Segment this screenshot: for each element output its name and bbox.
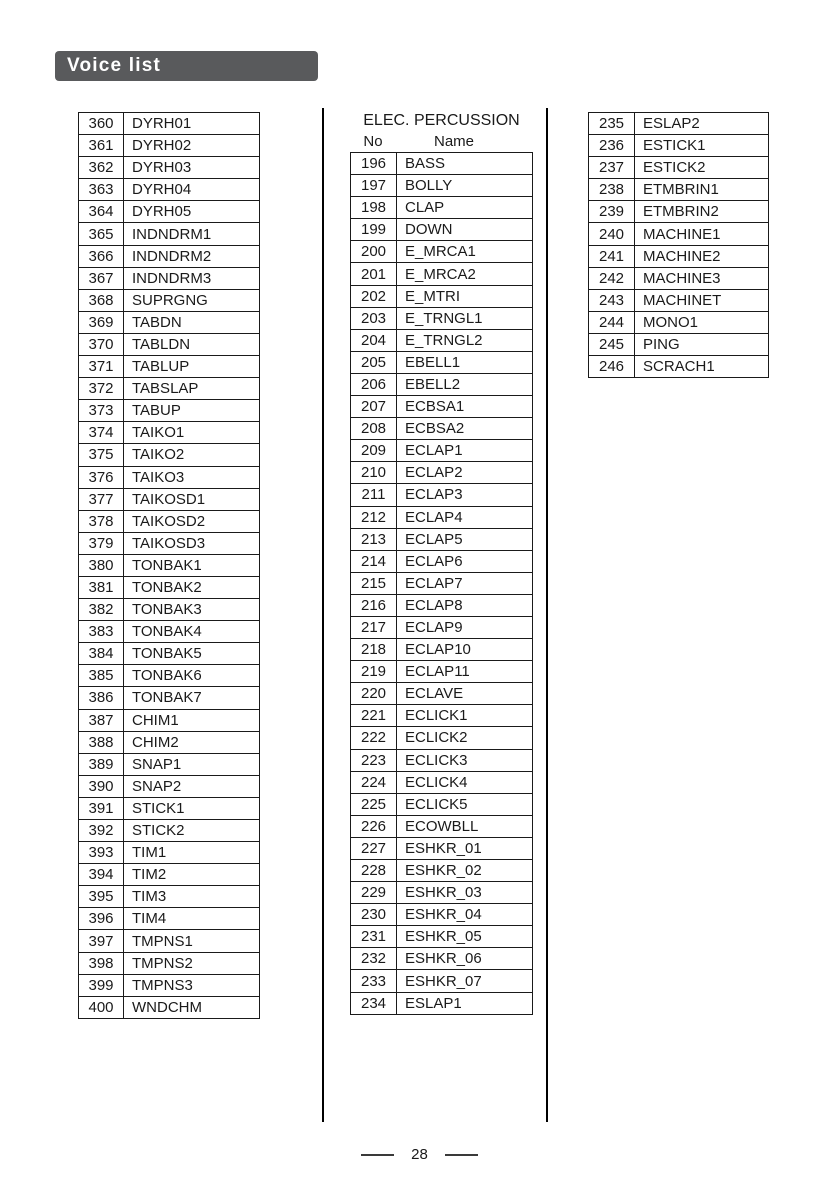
voice-number: 386 <box>79 687 124 709</box>
voice-number: 365 <box>79 223 124 245</box>
table-row <box>79 135 260 157</box>
table-row <box>351 440 533 462</box>
table-row <box>351 661 533 683</box>
table-row <box>351 351 533 373</box>
voice-number: 373 <box>79 400 124 422</box>
voice-number: 206 <box>351 373 397 395</box>
table-row <box>79 621 260 643</box>
voice-name: ESLAP1 <box>397 992 533 1014</box>
voice-number: 369 <box>79 311 124 333</box>
table-row <box>351 528 533 550</box>
voice-name: STICK1 <box>124 797 260 819</box>
table-row <box>589 157 769 179</box>
voice-number: 377 <box>79 488 124 510</box>
column-headers <box>350 131 533 152</box>
voice-name: DOWN <box>397 219 533 241</box>
voice-name: ESHKR_04 <box>397 904 533 926</box>
voice-number: 378 <box>79 510 124 532</box>
voice-name: INDNDRM1 <box>124 223 260 245</box>
voice-number: 201 <box>351 263 397 285</box>
voice-number: 209 <box>351 440 397 462</box>
voice-table-left <box>78 112 260 1019</box>
table-row <box>79 554 260 576</box>
voice-name: ECLAP7 <box>397 572 533 594</box>
column-divider-left <box>322 108 324 1122</box>
voice-name: BOLLY <box>397 175 533 197</box>
voice-name: ECLAP8 <box>397 594 533 616</box>
table-row <box>351 705 533 727</box>
voice-name: ECLAP9 <box>397 616 533 638</box>
table-row <box>79 709 260 731</box>
table-row <box>351 793 533 815</box>
table-row <box>589 135 769 157</box>
voice-name: TABDN <box>124 311 260 333</box>
voice-name: EBELL1 <box>397 351 533 373</box>
voice-name: TABLDN <box>124 333 260 355</box>
voice-name: CLAP <box>397 197 533 219</box>
voice-number: 199 <box>351 219 397 241</box>
voice-name: ECLICK2 <box>397 727 533 749</box>
table-row <box>79 113 260 135</box>
voice-name: ESHKR_01 <box>397 837 533 859</box>
table-row <box>79 488 260 510</box>
voice-name: TABSLAP <box>124 378 260 400</box>
table-row <box>351 418 533 440</box>
table-row <box>79 797 260 819</box>
table-row <box>351 771 533 793</box>
voice-number: 238 <box>589 179 635 201</box>
voice-number: 222 <box>351 727 397 749</box>
voice-name: ECLAP2 <box>397 462 533 484</box>
voice-number: 239 <box>589 201 635 223</box>
voice-number: 400 <box>79 996 124 1018</box>
table-row <box>351 683 533 705</box>
voice-name: ECLICK1 <box>397 705 533 727</box>
voice-name: SCRACH1 <box>635 356 769 378</box>
voice-table-right-column <box>588 112 769 378</box>
voice-name: ESTICK2 <box>635 157 769 179</box>
voice-number: 367 <box>79 267 124 289</box>
table-row <box>79 179 260 201</box>
table-row <box>79 996 260 1018</box>
voice-number: 216 <box>351 594 397 616</box>
col-header-no: No <box>363 133 383 150</box>
voice-name: SNAP2 <box>124 775 260 797</box>
table-row <box>351 219 533 241</box>
table-row <box>79 400 260 422</box>
voice-number: 399 <box>79 974 124 996</box>
page-footer <box>0 1146 839 1164</box>
voice-name: MACHINE2 <box>635 245 769 267</box>
table-row <box>351 860 533 882</box>
table-row <box>351 462 533 484</box>
voice-number: 396 <box>79 908 124 930</box>
table-row <box>79 930 260 952</box>
voice-number: 221 <box>351 705 397 727</box>
voice-name: ECLAVE <box>397 683 533 705</box>
voice-number: 202 <box>351 285 397 307</box>
voice-number: 226 <box>351 815 397 837</box>
voice-number: 219 <box>351 661 397 683</box>
table-row <box>351 285 533 307</box>
voice-number: 228 <box>351 860 397 882</box>
voice-number: 230 <box>351 904 397 926</box>
voice-name: ETMBRIN2 <box>635 201 769 223</box>
voice-name: SUPRGNG <box>124 289 260 311</box>
voice-number: 366 <box>79 245 124 267</box>
voice-number: 381 <box>79 576 124 598</box>
voice-number: 368 <box>79 289 124 311</box>
voice-name: EBELL2 <box>397 373 533 395</box>
voice-name: E_MRCA2 <box>397 263 533 285</box>
voice-name: ESHKR_03 <box>397 882 533 904</box>
voice-number: 196 <box>351 153 397 175</box>
table-row <box>79 510 260 532</box>
voice-name: ECLICK4 <box>397 771 533 793</box>
voice-name: PING <box>635 333 769 355</box>
table-row <box>351 307 533 329</box>
table-row <box>351 815 533 837</box>
table-row <box>79 289 260 311</box>
table-row <box>351 882 533 904</box>
voice-name: DYRH01 <box>124 113 260 135</box>
voice-name: ECBSA1 <box>397 396 533 418</box>
table-row <box>351 594 533 616</box>
voice-name: TMPNS2 <box>124 952 260 974</box>
table-row <box>79 775 260 797</box>
voice-name: MONO1 <box>635 311 769 333</box>
voice-number: 387 <box>79 709 124 731</box>
voice-number: 227 <box>351 837 397 859</box>
table-row <box>589 179 769 201</box>
table-row <box>351 616 533 638</box>
voice-name: E_TRNGL2 <box>397 329 533 351</box>
table-row <box>351 970 533 992</box>
table-row <box>79 842 260 864</box>
voice-number: 204 <box>351 329 397 351</box>
table-row <box>79 311 260 333</box>
voice-number: 361 <box>79 135 124 157</box>
table-row <box>351 373 533 395</box>
voice-name: E_MTRI <box>397 285 533 307</box>
table-row <box>79 201 260 223</box>
voice-number: 398 <box>79 952 124 974</box>
voice-number: 389 <box>79 753 124 775</box>
voice-name: ETMBRIN1 <box>635 179 769 201</box>
table-row <box>351 550 533 572</box>
voice-number: 223 <box>351 749 397 771</box>
voice-name: CHIM2 <box>124 731 260 753</box>
voice-name: MACHINET <box>635 289 769 311</box>
voice-number: 235 <box>589 113 635 135</box>
voice-name: DYRH02 <box>124 135 260 157</box>
voice-number: 207 <box>351 396 397 418</box>
voice-number: 197 <box>351 175 397 197</box>
voice-name: TAIKOSD2 <box>124 510 260 532</box>
voice-number: 244 <box>589 311 635 333</box>
voice-name: ECLAP5 <box>397 528 533 550</box>
table-row <box>351 197 533 219</box>
table-row <box>79 333 260 355</box>
table-row <box>351 749 533 771</box>
table-row <box>589 267 769 289</box>
voice-number: 218 <box>351 639 397 661</box>
voice-name: INDNDRM3 <box>124 267 260 289</box>
voice-table-right <box>588 112 769 378</box>
voice-name: E_MRCA1 <box>397 241 533 263</box>
voice-name: TONBAK7 <box>124 687 260 709</box>
voice-name: ECLICK3 <box>397 749 533 771</box>
table-row <box>351 948 533 970</box>
voice-number: 391 <box>79 797 124 819</box>
voice-name: TAIKO1 <box>124 422 260 444</box>
voice-number: 217 <box>351 616 397 638</box>
table-row <box>351 329 533 351</box>
table-row <box>589 201 769 223</box>
voice-number: 379 <box>79 532 124 554</box>
voice-number: 383 <box>79 621 124 643</box>
table-row <box>79 687 260 709</box>
voice-number: 395 <box>79 886 124 908</box>
voice-name: TONBAK4 <box>124 621 260 643</box>
table-row <box>79 532 260 554</box>
voice-number: 198 <box>351 197 397 219</box>
voice-name: TAIKO2 <box>124 444 260 466</box>
voice-name: CHIM1 <box>124 709 260 731</box>
voice-name: TABUP <box>124 400 260 422</box>
voice-name: ECLAP1 <box>397 440 533 462</box>
voice-number: 214 <box>351 550 397 572</box>
voice-name: TONBAK5 <box>124 643 260 665</box>
voice-name: INDNDRM2 <box>124 245 260 267</box>
voice-number: 242 <box>589 267 635 289</box>
table-row <box>79 952 260 974</box>
voice-number: 213 <box>351 528 397 550</box>
voice-number: 241 <box>589 245 635 267</box>
voice-number: 390 <box>79 775 124 797</box>
column-divider-right <box>546 108 548 1122</box>
voice-number: 234 <box>351 992 397 1014</box>
voice-name: TIM2 <box>124 864 260 886</box>
voice-number: 364 <box>79 201 124 223</box>
voice-number: 233 <box>351 970 397 992</box>
table-row <box>79 356 260 378</box>
voice-name: TONBAK2 <box>124 576 260 598</box>
table-row <box>589 245 769 267</box>
voice-name: ESLAP2 <box>635 113 769 135</box>
voice-name: TONBAK3 <box>124 599 260 621</box>
table-row <box>351 484 533 506</box>
voice-number: 200 <box>351 241 397 263</box>
voice-name: ECLAP11 <box>397 661 533 683</box>
table-row <box>79 223 260 245</box>
table-row <box>351 904 533 926</box>
voice-number: 240 <box>589 223 635 245</box>
table-row <box>351 926 533 948</box>
voice-number: 237 <box>589 157 635 179</box>
table-row <box>79 731 260 753</box>
voice-number: 385 <box>79 665 124 687</box>
table-row <box>351 241 533 263</box>
voice-number: 245 <box>589 333 635 355</box>
voice-number: 220 <box>351 683 397 705</box>
table-row <box>79 444 260 466</box>
voice-number: 215 <box>351 572 397 594</box>
voice-name: ECBSA2 <box>397 418 533 440</box>
voice-name: TONBAK1 <box>124 554 260 576</box>
table-row <box>79 820 260 842</box>
table-row <box>79 245 260 267</box>
voice-name: TAIKOSD3 <box>124 532 260 554</box>
voice-number: 376 <box>79 466 124 488</box>
voice-number: 397 <box>79 930 124 952</box>
voice-number: 205 <box>351 351 397 373</box>
voice-name: ECLAP10 <box>397 639 533 661</box>
voice-number: 229 <box>351 882 397 904</box>
voice-name: ESHKR_02 <box>397 860 533 882</box>
voice-number: 371 <box>79 356 124 378</box>
voice-number: 203 <box>351 307 397 329</box>
voice-number: 210 <box>351 462 397 484</box>
table-row <box>79 974 260 996</box>
voice-number: 208 <box>351 418 397 440</box>
voice-name: MACHINE3 <box>635 267 769 289</box>
voice-number: 384 <box>79 643 124 665</box>
voice-name: TMPNS3 <box>124 974 260 996</box>
voice-name: TAIKOSD1 <box>124 488 260 510</box>
table-row <box>351 837 533 859</box>
voice-name: MACHINE1 <box>635 223 769 245</box>
voice-number: 360 <box>79 113 124 135</box>
table-row <box>589 113 769 135</box>
voice-name: TIM3 <box>124 886 260 908</box>
voice-name: TMPNS1 <box>124 930 260 952</box>
table-row <box>79 908 260 930</box>
voice-number: 232 <box>351 948 397 970</box>
table-row <box>79 753 260 775</box>
table-row <box>79 576 260 598</box>
voice-number: 246 <box>589 356 635 378</box>
table-row <box>79 643 260 665</box>
voice-name: TABLUP <box>124 356 260 378</box>
page-title: Voice list <box>67 55 162 76</box>
voice-name: TAIKO3 <box>124 466 260 488</box>
voice-name: SNAP1 <box>124 753 260 775</box>
table-row <box>351 727 533 749</box>
voice-number: 388 <box>79 731 124 753</box>
voice-name: WNDCHM <box>124 996 260 1018</box>
table-row <box>351 572 533 594</box>
voice-number: 375 <box>79 444 124 466</box>
voice-name: E_TRNGL1 <box>397 307 533 329</box>
voice-name: BASS <box>397 153 533 175</box>
table-row <box>79 267 260 289</box>
table-row <box>79 157 260 179</box>
table-row <box>589 311 769 333</box>
footer-dash-right <box>445 1154 478 1156</box>
table-row <box>351 263 533 285</box>
voice-number: 224 <box>351 771 397 793</box>
table-row <box>351 396 533 418</box>
voice-name: ECLAP3 <box>397 484 533 506</box>
voice-name: TIM4 <box>124 908 260 930</box>
voice-table-middle-column <box>350 111 533 1015</box>
table-row <box>589 333 769 355</box>
voice-number: 394 <box>79 864 124 886</box>
table-row <box>79 422 260 444</box>
table-row <box>589 356 769 378</box>
voice-table-left-column <box>78 112 260 1019</box>
table-row <box>589 223 769 245</box>
table-row <box>79 378 260 400</box>
footer-dash-left <box>361 1154 394 1156</box>
table-row <box>79 599 260 621</box>
voice-number: 370 <box>79 333 124 355</box>
voice-name: ECLAP4 <box>397 506 533 528</box>
table-row <box>351 153 533 175</box>
section-title-elec-percussion: ELEC. PERCUSSION <box>363 112 520 129</box>
page-number: 28 <box>411 1146 428 1164</box>
voice-name: ECLAP6 <box>397 550 533 572</box>
voice-name: DYRH03 <box>124 157 260 179</box>
table-row <box>351 506 533 528</box>
col-header-name: Name <box>434 133 475 150</box>
voice-number: 231 <box>351 926 397 948</box>
table-row <box>79 864 260 886</box>
table-row <box>589 289 769 311</box>
voice-number: 380 <box>79 554 124 576</box>
voice-number: 211 <box>351 484 397 506</box>
voice-number: 243 <box>589 289 635 311</box>
voice-number: 236 <box>589 135 635 157</box>
page-title-bar <box>55 51 318 81</box>
voice-name: STICK2 <box>124 820 260 842</box>
voice-number: 212 <box>351 506 397 528</box>
voice-name: ESHKR_07 <box>397 970 533 992</box>
voice-name: ECLICK5 <box>397 793 533 815</box>
voice-number: 363 <box>79 179 124 201</box>
voice-number: 393 <box>79 842 124 864</box>
voice-number: 392 <box>79 820 124 842</box>
voice-name: DYRH04 <box>124 179 260 201</box>
voice-number: 225 <box>351 793 397 815</box>
voice-number: 374 <box>79 422 124 444</box>
voice-name: TONBAK6 <box>124 665 260 687</box>
voice-number: 372 <box>79 378 124 400</box>
voice-name: DYRH05 <box>124 201 260 223</box>
table-row <box>351 175 533 197</box>
voice-name: ESTICK1 <box>635 135 769 157</box>
table-row <box>351 639 533 661</box>
voice-table-middle <box>350 152 533 1015</box>
table-row <box>79 886 260 908</box>
voice-name: TIM1 <box>124 842 260 864</box>
table-row <box>79 466 260 488</box>
voice-name: ESHKR_05 <box>397 926 533 948</box>
voice-name: ECOWBLL <box>397 815 533 837</box>
voice-name: ESHKR_06 <box>397 948 533 970</box>
table-row <box>79 665 260 687</box>
table-row <box>351 992 533 1014</box>
voice-number: 362 <box>79 157 124 179</box>
voice-number: 382 <box>79 599 124 621</box>
